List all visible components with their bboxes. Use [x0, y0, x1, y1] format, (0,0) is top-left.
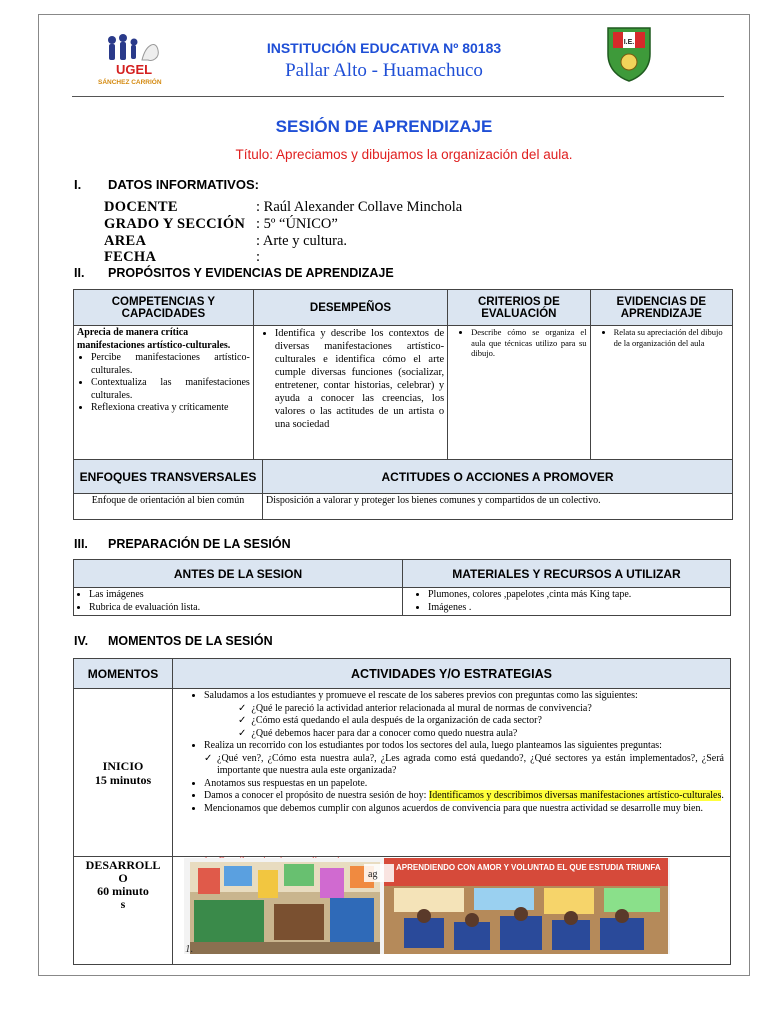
- check-item: [238, 715, 724, 728]
- info-value: : Arte y cultura.: [256, 233, 348, 249]
- activity-item: • Saludamos a los estudiantes y promueve el rescate de los saberes previos con preguntas como las siguientes:: [204, 690, 724, 703]
- section-2-title: PROPÓSITOS Y EVIDENCIAS DE APRENDIZAJE: [108, 266, 394, 280]
- section-4-heading: [74, 634, 273, 648]
- section-4-number: IV.: [74, 634, 89, 648]
- activity-item: • Mencionamos que debemos cumplir con algunos acuerdos de convivencia para que nuestra actividad se desarrolle muy bien.: [204, 803, 724, 816]
- image-number: 1.: [185, 943, 194, 954]
- section-3-number: III.: [74, 537, 88, 551]
- section-3-title: PREPARACIÓN DE LA SESIÓN: [108, 537, 291, 551]
- session-subtitle: Título: Apreciamos y dibujamos la organización del aula.: [235, 147, 573, 162]
- col-actividades: ACTIVIDADES Y/O ESTRATEGIAS: [173, 659, 731, 689]
- material-item: • Plumones, colores ,papelotes ,cinta más King tape.: [428, 589, 727, 602]
- classroom-photos: [184, 858, 670, 954]
- check-text: ¿Qué le pareció la actividad anterior relacionada al mural de normas de convivencia?: [251, 702, 592, 714]
- inicio-moment-cell: [74, 689, 173, 857]
- performance-cell: [253, 326, 447, 460]
- info-row-fecha: [104, 249, 524, 266]
- capacity-item: • Reflexiona creativa y críticamente: [91, 402, 250, 415]
- questions-text: ¿Qué ven?, ¿Cómo esta nuestra aula?, ¿Les agrada como está quedando?, ¿Qué sectores ya están implementados?, ¿Será importante que nuestra aula este organizada?: [217, 752, 724, 776]
- actitud-cell: Disposición a valorar y proteger los bienes comunes y compartidos de un colectivo.: [263, 494, 733, 520]
- section-2-heading: [74, 266, 394, 280]
- recorrido-questions: [176, 753, 724, 778]
- check-icon: ✓: [238, 702, 252, 714]
- section-2-number: II.: [74, 266, 85, 280]
- section-1-title: DATOS INFORMATIVOS:: [108, 177, 259, 192]
- inicio-label: INICIO: [102, 758, 144, 773]
- col-actitudes: ACTITUDES O ACCIONES A PROMOVER: [263, 460, 733, 494]
- desarrollo-time-cont: s: [120, 897, 126, 911]
- section-4-title: MOMENTOS DE LA SESIÓN: [108, 634, 273, 648]
- col-materiales: MATERIALES Y RECURSOS A UTILIZAR: [403, 560, 731, 588]
- classroom-photo-right: [384, 858, 668, 954]
- purposes-table: [73, 289, 733, 460]
- desarrollo-time: 60 minuto: [97, 884, 149, 898]
- activity-item: • Anotamos sus respuestas en un papelote.: [204, 778, 724, 791]
- institution-name: INSTITUCIÓN EDUCATIVA Nº 80183: [266, 40, 502, 56]
- purpose-intro: Damos a conocer el propósito de nuestra sesión de hoy:: [204, 790, 427, 801]
- evidence-cell: [590, 326, 732, 460]
- activity-item: • Realiza un recorrido con los estudiantes por todos los sectores del aula, luego planteamos las siguientes preguntas:: [204, 740, 724, 753]
- classroom-banner-text: APRENDIENDO CON AMOR Y VOLUNTAD EL QUE ESTUDIA TRIUNFA: [396, 863, 661, 872]
- criteria-cell: [448, 326, 590, 460]
- section-1-number: I.: [74, 177, 82, 192]
- col-evidencias: EVIDENCIAS DE APRENDIZAJE: [590, 290, 732, 326]
- check-text: ¿Cómo está quedando el aula después de la organización de cada sector?: [251, 715, 542, 726]
- info-value: : Raúl Alexander Collave Minchola: [256, 199, 463, 215]
- inicio-activities-cell: [173, 689, 731, 857]
- check-text: ¿Qué debemos hacer para dar a conocer como quedo nuestra aula?: [251, 727, 518, 739]
- col-enfoques: ENFOQUES TRANSVERSALES: [74, 460, 263, 494]
- info-label: DOCENTE: [104, 199, 178, 215]
- capacity-item: • Percibe manifestaciones artístico-culturales.: [91, 352, 250, 377]
- desarrollo-partial-text: ag: [368, 869, 378, 880]
- info-row-docente: [104, 199, 524, 216]
- materials-cell: [403, 588, 731, 616]
- info-value: :: [256, 249, 261, 265]
- col-antes: ANTES DE LA SESION: [74, 560, 403, 588]
- col-criterios: CRITERIOS DE EVALUACIÓN: [448, 290, 590, 326]
- info-label: FECHA: [104, 249, 157, 265]
- preparation-table: [73, 559, 731, 616]
- info-row-area: [104, 233, 524, 250]
- competence-title: Aprecia de manera crítica manifestaciones artístico-culturales.: [77, 327, 231, 351]
- purpose-item: [204, 790, 724, 803]
- material-item: • Imágenes .: [428, 602, 727, 615]
- criteria-text: • Describe cómo se organiza el aula que técnicas utilizo para su dibujo.: [471, 327, 586, 359]
- ugel-logo-text: UGEL: [116, 62, 153, 77]
- info-value: : 5º “ÚNICO”: [256, 216, 338, 232]
- institution-place: Pallar Alto - Huamachuco: [285, 60, 483, 81]
- classroom-photo-illustration: [184, 858, 670, 954]
- performance-text: • Identifica y describe los contextos de diversas manifestaciones artístico-culturales e identifica cómo el arte cumple diversas funciones (socializar, entretener, contar historias, celebrar) y ayuda a conocer las creencias, los valores o las actitudes de un artista o una sociedad: [275, 327, 444, 431]
- transversal-table: [73, 459, 733, 520]
- school-crest-text: I.E.: [623, 39, 635, 46]
- classroom-photo-left: [190, 862, 380, 954]
- check-icon: ✓: [238, 715, 252, 726]
- col-competencias: COMPETENCIAS Y CAPACIDADES: [74, 290, 254, 326]
- before-item: • Rubrica de evaluación lista.: [89, 602, 399, 615]
- desarrollo-label: DESARROLL: [85, 858, 161, 872]
- desarrollo-moment-cell: [74, 857, 173, 965]
- info-label: GRADO Y SECCIÓN: [104, 216, 246, 232]
- before-cell: [74, 588, 403, 616]
- purpose-highlight: Identificamos y describimos diversas manifestaciones artístico-culturales: [428, 790, 722, 801]
- evidence-text: • Relata su apreciación del dibujo de la organización del aula: [614, 327, 729, 348]
- header-rule: [72, 96, 724, 97]
- capacity-item: • Contextualiza las manifestaciones culturales.: [91, 377, 250, 402]
- section-1-heading: [74, 177, 259, 192]
- check-item: [238, 728, 724, 741]
- purpose-end: .: [721, 790, 724, 801]
- session-title: SESIÓN DE APRENDIZAJE: [275, 117, 493, 136]
- check-icon: ✓: [204, 752, 213, 764]
- ugel-logo-subtext: SÁNCHEZ CARRIÓN: [98, 79, 162, 86]
- check-item: [238, 703, 724, 716]
- info-label: AREA: [104, 233, 147, 249]
- competence-cell: [74, 326, 254, 460]
- desarrollo-label-cont: O: [118, 871, 128, 885]
- col-desempenos: DESEMPEÑOS: [253, 290, 447, 326]
- inicio-time: 15 minutos: [94, 772, 152, 787]
- before-item: • Las imágenes: [89, 589, 399, 602]
- check-icon: ✓: [238, 727, 252, 739]
- info-row-grado: [104, 216, 524, 233]
- col-momentos: MOMENTOS: [74, 659, 173, 689]
- enfoque-cell: Enfoque de orientación al bien común: [74, 494, 263, 520]
- section-3-heading: [74, 537, 291, 551]
